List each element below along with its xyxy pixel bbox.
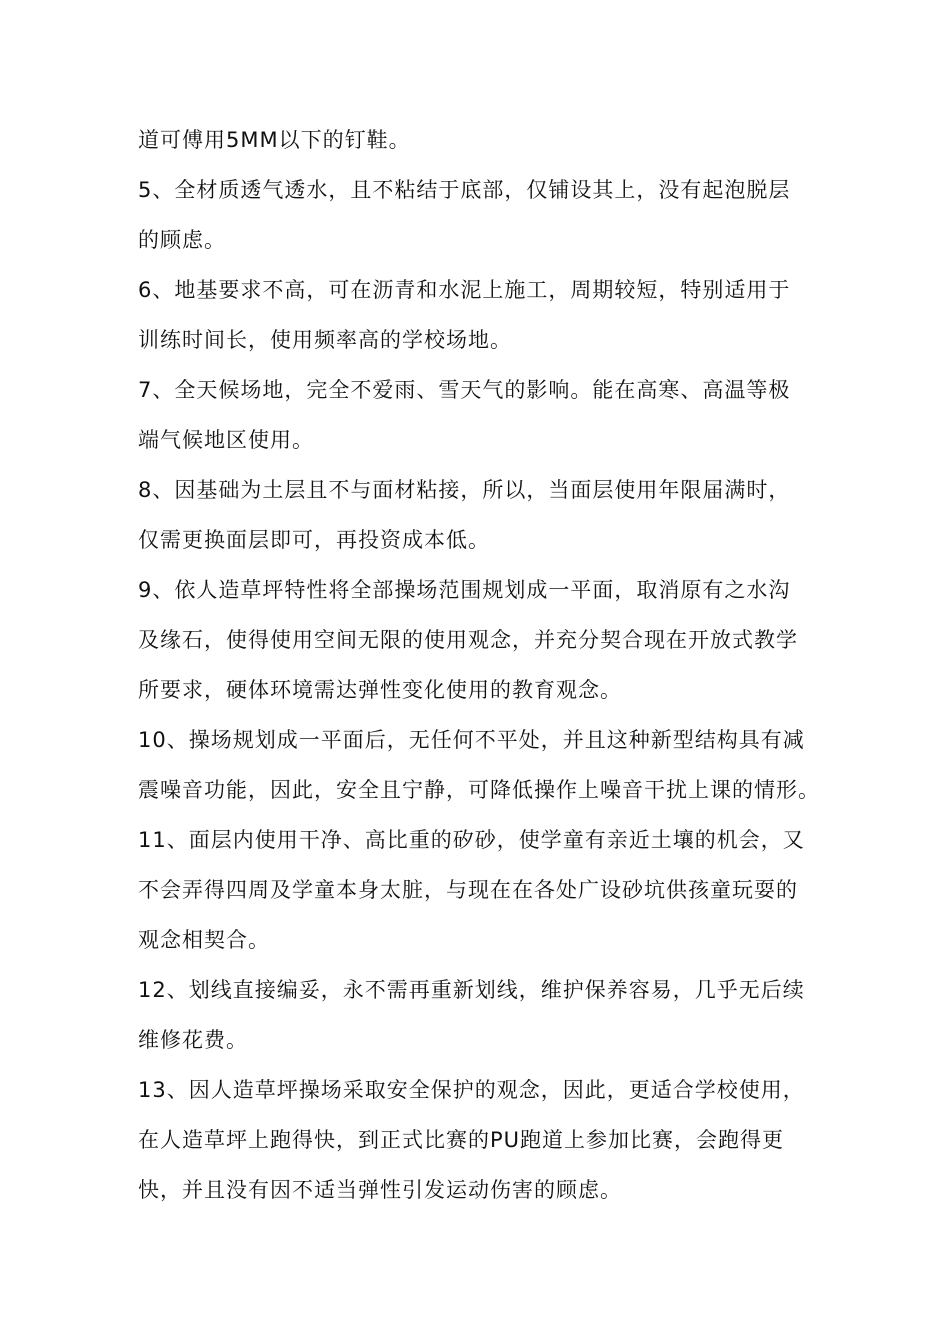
text-line: 训练时间长，使用频率高的学校场地。 — [138, 328, 512, 352]
text-line: 在人造草坪上跑得快，到正式比赛的PU跑道上参加比赛，会跑得更 — [138, 1128, 785, 1152]
text-line: 维修花费。 — [138, 1028, 248, 1052]
text-line: 7、全天候场地，完全不爱雨、雪天气的影响。能在高寒、高温等极 — [138, 378, 791, 402]
text-line: 道可傅用5MM以下的钉鞋。 — [138, 128, 411, 152]
text-line: 及缘石，使得使用空间无限的使用观念，并充分契合现在开放式教学 — [138, 628, 798, 652]
text-line: 所要求，硬体环境需达弹性变化使用的教育观念。 — [138, 678, 622, 702]
text-line: 震噪音功能，因此，安全且宁静，可降低操作上噪音干扰上课的情形。 — [138, 778, 820, 802]
text-line: 端气候地区使用。 — [138, 428, 314, 452]
text-line: 观念相契合。 — [138, 928, 270, 952]
text-line: 9、依人造草坪特性将全部操场范围规划成一平面，取消原有之水沟 — [138, 578, 791, 602]
text-line: 12、划线直接编妥，永不需再重新划线，维护保养容易，几乎无后续 — [138, 978, 805, 1002]
text-line: 5、全材质透气透水，且不粘结于底部，仅铺设其上，没有起泡脱层 — [138, 178, 791, 202]
text-line: 不会弄得四周及学童本身太脏，与现在在各处广设砂坑供孩童玩耍的 — [138, 878, 798, 902]
text-line: 10、操场规划成一平面后，无任何不平处，并且这种新型结构具有减 — [138, 728, 805, 752]
text-line: 6、地基要求不高，可在沥青和水泥上施工，周期较短，特别适用于 — [138, 278, 791, 302]
text-line: 仅需更换面层即可，再投资成本低。 — [138, 528, 490, 552]
text-line: 8、因基础为土层且不与面材粘接，所以，当面层使用年限届满时， — [138, 478, 791, 502]
text-line: 13、因人造草坪操场采取安全保护的观念，因此，更适合学校使用， — [138, 1078, 805, 1102]
text-line: 11、面层内使用干净、高比重的矽砂，使学童有亲近土壤的机会，又 — [138, 828, 805, 852]
text-line: 的顾虑。 — [138, 228, 226, 252]
text-line: 快，并且没有因不适当弹性引发运动伤害的顾虑。 — [138, 1178, 622, 1202]
